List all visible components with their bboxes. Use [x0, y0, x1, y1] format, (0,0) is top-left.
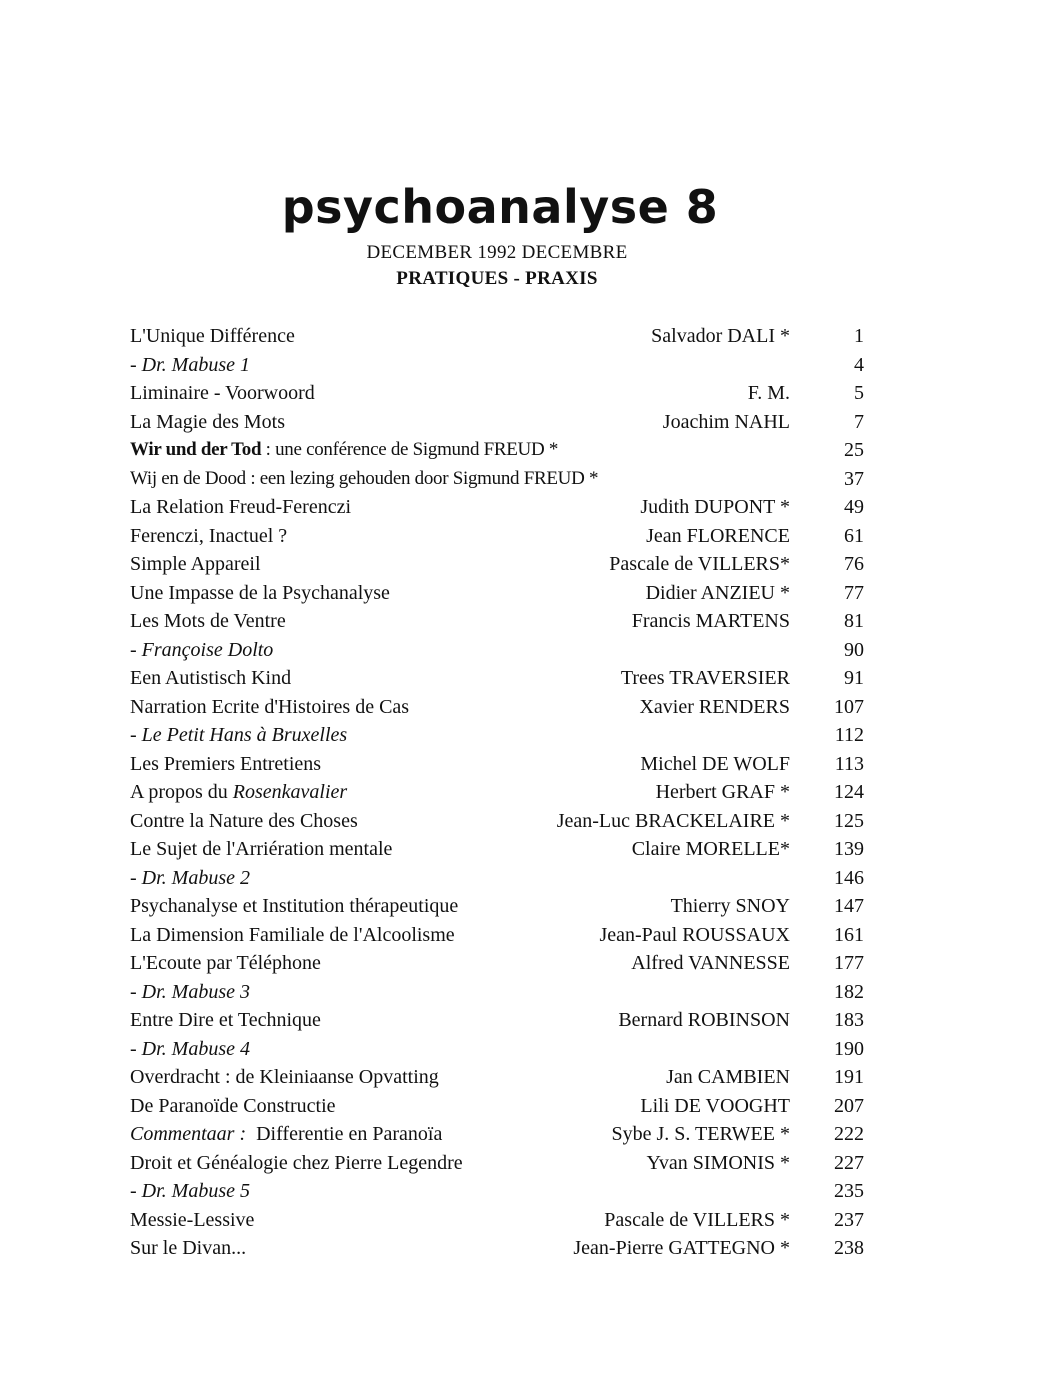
- toc-entry-page: 76: [844, 553, 864, 575]
- toc-entry-title: Wij en de Dood : een lezing gehouden door Sigmund FREUD *: [130, 467, 599, 489]
- issue-theme: PRATIQUES - PRAXIS: [396, 268, 598, 289]
- toc-entry-page: 146: [834, 866, 864, 889]
- toc-entry-page: 4: [854, 353, 864, 376]
- toc-entry-page: 61: [844, 524, 864, 547]
- toc-entry-page: 1: [854, 325, 864, 347]
- toc-entry: [128, 1006, 868, 1035]
- toc-entry-page: 190: [834, 1037, 864, 1060]
- toc-entry-page: 25: [844, 439, 864, 461]
- toc-entry-page: 222: [834, 1123, 864, 1145]
- toc-entry-title: Een Autistisch Kind: [130, 667, 292, 689]
- toc-entry-title: Overdracht : de Kleiniaanse Opvatting: [130, 1066, 439, 1088]
- toc-entry: [128, 1177, 868, 1206]
- toc-entry-author: Jan CAMBIEN: [666, 1066, 790, 1088]
- toc-entry-title: - Dr. Mabuse 4: [130, 1037, 250, 1060]
- toc-entry-page: 207: [834, 1094, 864, 1117]
- toc-entry-title: - Dr. Mabuse 1: [130, 353, 250, 376]
- toc-entry: [128, 1035, 868, 1064]
- toc-entry: [128, 1149, 868, 1178]
- toc-entry-author: Michel DE WOLF: [640, 752, 790, 775]
- toc-entry-title: - Dr. Mabuse 2: [130, 866, 250, 889]
- toc-entry-author: Thierry SNOY: [670, 895, 790, 917]
- toc-entry-author: Jean-Paul ROUSSAUX: [599, 923, 790, 946]
- toc-entry-title: Ferenczi, Inactuel ?: [130, 524, 288, 547]
- toc-entry-author: Sybe J. S. TERWEE *: [611, 1123, 790, 1145]
- toc-entry-page: 77: [844, 581, 864, 604]
- toc-entry: [128, 351, 868, 380]
- toc-entry: [128, 693, 868, 722]
- toc-entry: [128, 1063, 868, 1092]
- toc-entry-title: Les Premiers Entretiens: [130, 752, 322, 775]
- toc-entry-page: 112: [834, 724, 864, 746]
- toc-entry-page: 139: [834, 838, 864, 860]
- toc-entry: [128, 721, 868, 750]
- toc-entry-title: Contre la Nature des Choses: [130, 809, 358, 832]
- toc-entry-title: - Dr. Mabuse 3: [130, 980, 250, 1003]
- toc-entry: [128, 750, 868, 779]
- toc-entry: [128, 1120, 868, 1149]
- toc-entry-page: 113: [834, 752, 864, 775]
- toc-entry: [128, 864, 868, 893]
- toc-entry-page: 237: [834, 1208, 864, 1231]
- toc-entry: [128, 436, 868, 465]
- toc-entry-author: Lili DE VOOGHT: [640, 1094, 790, 1117]
- toc-entry-page: 183: [834, 1009, 864, 1031]
- toc-entry: [128, 978, 868, 1007]
- toc-entry-title: L'Ecoute par Téléphone: [130, 952, 321, 974]
- toc-entry-author: Pascale de VILLERS *: [604, 1208, 790, 1231]
- toc-entry-title-italic: Commentaar :: [130, 1123, 247, 1145]
- toc-entry-page: 7: [854, 410, 864, 433]
- toc-entry: [128, 607, 868, 636]
- toc-entry-author: Yvan SIMONIS *: [646, 1151, 790, 1174]
- toc-entry-title: - Françoise Dolto: [130, 638, 274, 661]
- toc-entry-author: Herbert GRAF *: [655, 781, 790, 803]
- toc-entry-title: Entre Dire et Technique: [130, 1009, 321, 1031]
- toc-entry: [128, 636, 868, 665]
- toc-entry-author: Jean-Luc BRACKELAIRE *: [556, 809, 790, 832]
- toc-entry-title-italic: Rosenkavalier: [232, 781, 348, 803]
- toc-entry-page: 5: [854, 382, 864, 404]
- toc-entry-author: Alfred VANNESSE: [631, 952, 790, 974]
- toc-entry: [128, 921, 868, 950]
- toc-entry: [128, 579, 868, 608]
- toc-entry-author: Pascale de VILLERS*: [609, 553, 790, 575]
- toc-entry-page: 191: [834, 1066, 864, 1088]
- toc-entry: [128, 1234, 868, 1263]
- toc-entry: [128, 379, 868, 408]
- toc-entry-title: Les Mots de Ventre: [130, 610, 286, 632]
- journal-title: psychoanalyse 8: [281, 180, 719, 234]
- toc-entry: [128, 807, 868, 836]
- toc-entry-author: Jean FLORENCE: [646, 524, 790, 547]
- toc-entry-page: 37: [844, 467, 864, 490]
- toc-entry-author: F. M.: [747, 382, 790, 404]
- toc-entry-author: Francis MARTENS: [631, 610, 790, 632]
- toc-entry-title: Sur le Divan...: [130, 1237, 247, 1259]
- toc-entry-title: - Dr. Mabuse 5: [130, 1180, 250, 1202]
- toc-entry: [128, 493, 868, 522]
- toc-entry-author: Claire MORELLE*: [631, 838, 790, 860]
- toc-entry-title-plain: A propos du: [130, 781, 233, 803]
- toc-entry-title: Droit et Généalogie chez Pierre Legendre: [130, 1151, 463, 1174]
- toc-entry-title: - Le Petit Hans à Bruxelles: [130, 724, 348, 746]
- toc-entry: [128, 1206, 868, 1235]
- toc-entry-author: Xavier RENDERS: [639, 695, 790, 718]
- toc-entry-title: [130, 778, 347, 807]
- toc-entry-title: La Magie des Mots: [130, 410, 285, 433]
- toc-entry-title: Messie-Lessive: [130, 1208, 255, 1231]
- toc-entry-page: 238: [834, 1237, 864, 1259]
- table-of-contents: [128, 322, 868, 1263]
- toc-entry-title: Liminaire - Voorwoord: [130, 382, 315, 404]
- toc-entry: [128, 892, 868, 921]
- toc-entry-author: Judith DUPONT *: [640, 496, 790, 518]
- toc-entry-page: 125: [834, 809, 864, 832]
- toc-entry-title: De Paranoïde Constructie: [130, 1094, 336, 1117]
- toc-entry-author: Bernard ROBINSON: [618, 1009, 790, 1031]
- toc-entry-title: L'Unique Différence: [130, 325, 295, 347]
- toc-entry-page: 227: [834, 1151, 864, 1174]
- toc-entry-author: Didier ANZIEU *: [645, 581, 790, 604]
- toc-entry-page: 235: [834, 1180, 864, 1202]
- toc-entry-title: Psychanalyse et Institution thérapeutique: [130, 895, 459, 917]
- toc-entry-page: 49: [844, 496, 864, 518]
- toc-entry-title: [130, 1120, 442, 1149]
- toc-entry-title: Le Sujet de l'Arriération mentale: [130, 838, 393, 860]
- toc-entry: [128, 835, 868, 864]
- toc-entry-title-plain: Differentie en Paranoïa: [246, 1123, 443, 1145]
- toc-entry-page: 177: [834, 952, 864, 974]
- toc-entry-page: 107: [834, 695, 864, 718]
- toc-entry: [128, 1092, 868, 1121]
- toc-entry-author: Salvador DALI *: [651, 325, 790, 347]
- toc-entry-title: [130, 436, 558, 465]
- toc-entry-author: Trees TRAVERSIER: [620, 667, 790, 689]
- toc-entry-page: 81: [844, 610, 864, 632]
- toc-entry-title-rest: : une conférence de Sigmund FREUD *: [261, 439, 559, 460]
- toc-entry: [128, 778, 868, 807]
- toc-entry-title-bold: Wir und der Tod: [130, 439, 262, 460]
- toc-entry: [128, 664, 868, 693]
- toc-entry-page: 161: [834, 923, 864, 946]
- toc-entry-title: Une Impasse de la Psychanalyse: [130, 581, 390, 604]
- toc-entry: [128, 465, 868, 494]
- issue-date: DECEMBER 1992 DECEMBRE: [366, 242, 628, 263]
- toc-entry-title: La Dimension Familiale de l'Alcoolisme: [130, 923, 455, 946]
- toc-entry: [128, 408, 868, 437]
- toc-entry-page: 90: [844, 638, 864, 661]
- toc-entry: [128, 322, 868, 351]
- toc-entry-title: Narration Ecrite d'Histoires de Cas: [130, 695, 410, 718]
- toc-entry: [128, 949, 868, 978]
- toc-entry-title: La Relation Freud-Ferenczi: [130, 496, 352, 518]
- toc-entry-author: Joachim NAHL: [662, 410, 790, 433]
- toc-entry-page: 182: [834, 980, 864, 1003]
- toc-entry-page: 91: [844, 667, 864, 689]
- toc-entry-author: Jean-Pierre GATTEGNO *: [573, 1237, 790, 1259]
- toc-entry-page: 147: [834, 895, 864, 917]
- toc-entry-title: Simple Appareil: [130, 553, 261, 575]
- toc-entry: [128, 522, 868, 551]
- toc-entry: [128, 550, 868, 579]
- toc-entry-page: 124: [834, 781, 864, 803]
